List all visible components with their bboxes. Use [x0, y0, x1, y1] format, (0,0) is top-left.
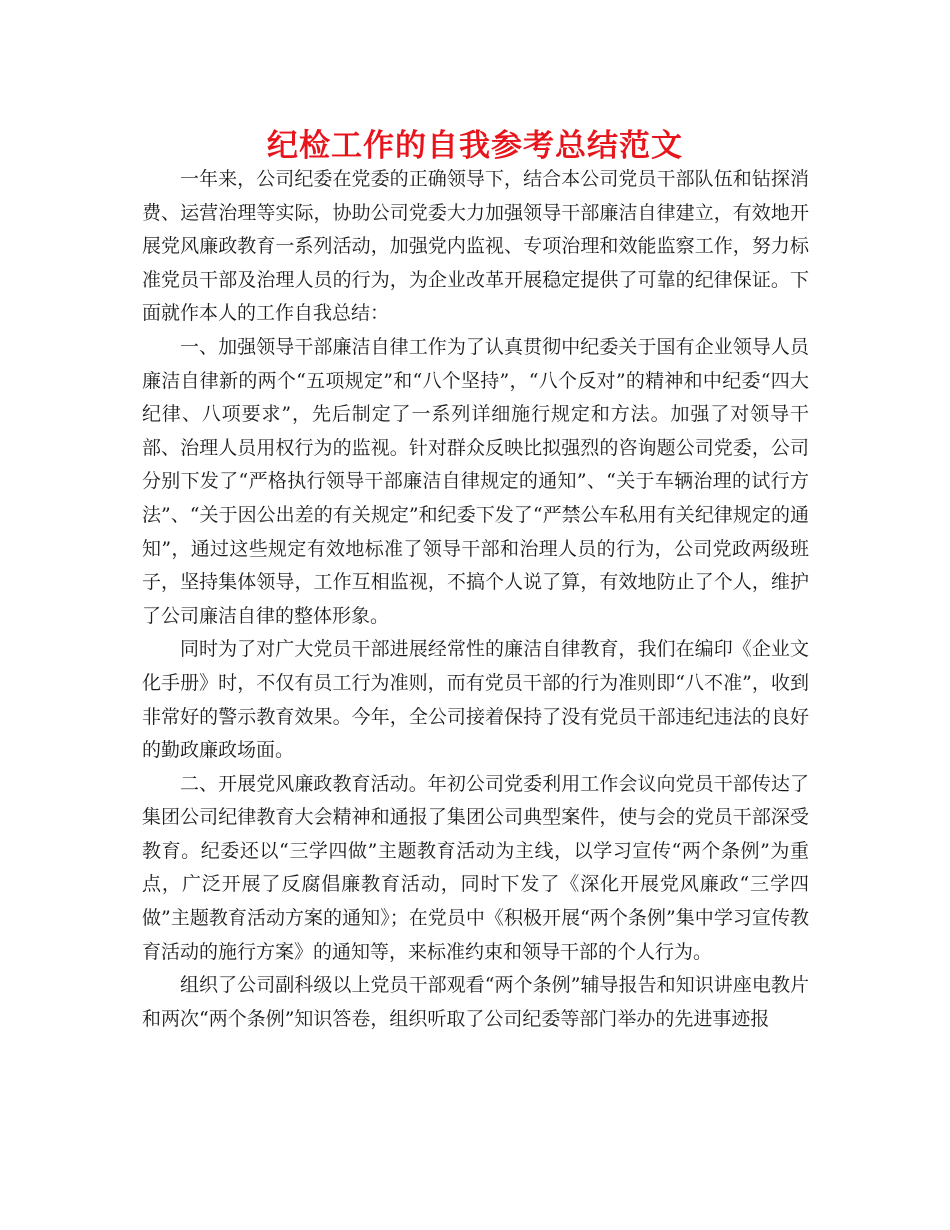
- document-body: [142, 163, 809, 1036]
- document-title: 纪检工作的自我参考总结范文: [267, 128, 683, 164]
- paragraph-intro: 一年来，公司纪委在党委的正确领导下，结合本公司党员干部队伍和钻探消费、运营治理等实际，协助公司党委大力加强领导干部廉洁自律建立，有效地开展党风廉政教育一系列活动，加强党内监视、专项治理和效能监察工作，努力标准党员干部及治理人员的行为，为企业改革开展稳定提供了可靠的纪律保证。下面就作本人的工作自我总结：: [142, 168, 809, 325]
- paragraph-section-1: 一、加强领导干部廉洁自律工作为了认真贯彻中纪委关于国有企业领导人员廉洁自律新的两个“五项规定”和“八个坚持”，“八个反对”的精神和中纪委“四大纪律、八项要求”，先后制定了一系列详细施行规定和方法。加强了对领导干部、治理人员用权行为的监视。针对群众反映比拟强烈的咨询题公司党委，公司分别下发了“严格执行领导干部廉洁自律规定的通知”、“关于车辆治理的试行方法”、“关于因公出差的有关规定”和纪委下发了“严禁公车私用有关纪律规定的通知”，通过这些规定有效地标准了领导干部和治理人员的行为，公司党政两级班子，坚持集体领导，工作互相监视，不搞个人说了算，有效地防止了个人，维护了公司廉洁自律的整体形象。: [142, 335, 809, 627]
- paragraph-section-2: 二、开展党风廉政教育活动。年初公司党委利用工作会议向党员干部传达了集团公司纪律教育大会精神和通报了集团公司典型案件，使与会的党员干部深受教育。纪委还以“三学四做”主题教育活动为主线，以学习宣传“两个条例”为重点，广泛开展了反腐倡廉教育活动，同时下发了《深化开展党风廉政“三学四做”主题教育活动方案的通知》；在党员中《积极开展“两个条例”集中学习宣传教育活动的施行方案》的通知等，来标准约束和领导干部的个人行为。: [142, 772, 809, 963]
- paragraph-section-1-continued: 同时为了对广大党员干部进展经常性的廉洁自律教育，我们在编印《企业文化手册》时，不仅有员工行为准则，而有党员干部的行为准则即“八不准”，收到非常好的警示教育效果。今年，全公司接着保持了没有党员干部违纪违法的良好的勤政廉政场面。: [142, 638, 809, 762]
- paragraph-section-2-continued: 组织了公司副科级以上党员干部观看“两个条例”辅导报告和知识讲座电教片和两次“两个条例”知识答卷，组织听取了公司纪委等部门举办的先进事迹报: [142, 974, 809, 1030]
